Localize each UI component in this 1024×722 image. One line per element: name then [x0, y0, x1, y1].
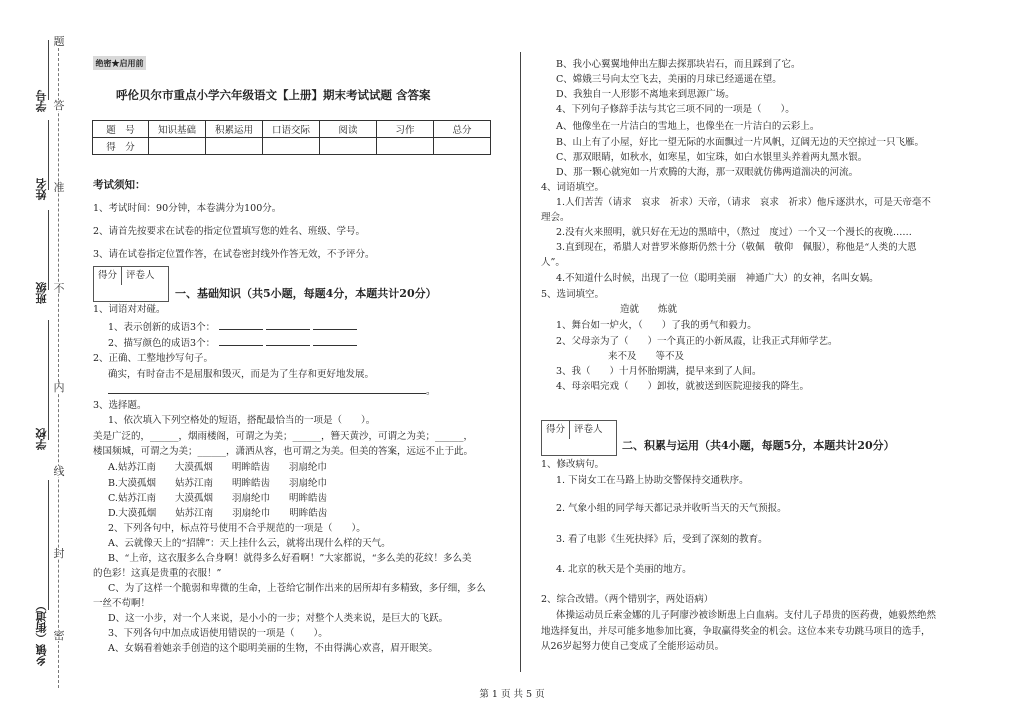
column-divider	[520, 52, 521, 672]
answer-blank[interactable]	[219, 336, 263, 346]
fill-line	[48, 210, 49, 290]
note-item: 2、请首先按要求在试卷的指定位置填写您的姓名、班级、学号。	[93, 226, 366, 237]
question-line: 3、下列各句中加点成语使用错误的一项是（ ）。	[108, 628, 328, 639]
option-line: 一丝不苟啊！	[93, 598, 151, 609]
note-item: 1、考试时间：90分钟，本卷满分为100分。	[93, 203, 282, 214]
question-line: 4、下列句子修辞手法与其它三项不同的一项是（ ）。	[556, 104, 795, 115]
scorer-box	[541, 420, 617, 456]
option-line: A.姑苏江南 大漠孤烟 明眸皓齿 羽扇纶巾	[108, 462, 327, 473]
scorer-grader-label: 评卷人	[574, 424, 603, 435]
question-line: 4、词语填空。	[541, 182, 605, 193]
question-line: 3.直到现在，希腊人对普罗米修斯仍然十分（敬佩 敬仰 佩服），称他是“人类的大恩	[556, 242, 917, 253]
question-line: 人”。	[541, 257, 565, 268]
label-student-id: 学号	[35, 90, 48, 112]
option-line: A、女娲看着她亲手创造的这个聪明美丽的生物，不由得满心欢喜，眉开眼笑。	[108, 643, 438, 654]
option-line: D、我独自一人形影不离地来到思源广场。	[556, 89, 735, 100]
scorer-box	[93, 266, 169, 302]
score-cell[interactable]	[149, 138, 206, 155]
word-choices: 来不及 等不及	[608, 351, 685, 362]
section1-heading: 一、基础知识（共5小题，每题4分，本题共计20分）	[175, 287, 437, 300]
question-line: 2、下列各句中，标点符号使用不合乎规范的一项是（ ）。	[108, 523, 366, 534]
copy-line: 。	[108, 384, 436, 398]
score-header-cell: 积累运用	[206, 121, 263, 138]
answer-blank[interactable]	[219, 320, 263, 330]
seal-char: 封	[53, 547, 65, 560]
option-line: A、他像坐在一片洁白的雪地上，也像坐在一片洁白的云彩上。	[556, 121, 820, 132]
scorer-score-label: 得分	[94, 267, 122, 285]
score-header-cell: 阅读	[320, 121, 377, 138]
passage-line: 从26岁起努力使自己变成了全能形运动员。	[541, 641, 725, 652]
question-line	[108, 336, 357, 350]
option-line: C、嫦娥三号向太空飞去，美丽的月球已经遥遥在望。	[556, 74, 782, 85]
question-line: 1、舞台如一炉火，（ ）了我的勇气和毅力。	[556, 320, 757, 331]
question-line: 2、综合改错。（两个错别字，两处语病）	[541, 594, 714, 605]
question-line: 确实，有时奋击不是屈服和毁灭，而是为了生存和更好地发展。	[108, 369, 375, 380]
score-cell[interactable]	[377, 138, 434, 155]
answer-blank[interactable]	[108, 384, 426, 394]
score-cell[interactable]	[320, 138, 377, 155]
question-line: 美是广泛的，______，烟雨楼阁，可谓之为美；______，簪天黄沙，可谓之为美；______，	[93, 431, 474, 442]
option-line: A、云就像天上的“招牌”：天上挂什么云，就将出现什么样的天气。	[108, 538, 391, 549]
score-header-cell: 知识基础	[149, 121, 206, 138]
answer-blank[interactable]	[313, 320, 357, 330]
score-header-cell: 总分	[434, 121, 491, 138]
question-line: 1.人们苦苦（请求 哀求 祈求）天帝，（请求 哀求 祈求）他斥逐洪水，可是天帝毫不	[556, 197, 931, 208]
question-line: 4、母亲唱完戏（ ）卸妆，就被送到医院迎接我的降生。	[556, 381, 810, 392]
binding-margin	[0, 0, 80, 722]
question-line: 5、选词填空。	[541, 289, 605, 300]
passage-line: 体操运动员丘索金娜的儿子阿廖沙被诊断患上白血病。支付儿子昂贵的医药费，她毅然绝然	[556, 610, 937, 621]
question-line: 1、修改病句。	[541, 459, 605, 470]
answer-blank[interactable]	[266, 336, 310, 346]
seal-char: 线	[53, 465, 65, 478]
question-text: 1、表示创新的成语3个：	[108, 322, 216, 333]
question-line: 2、正确、工整地抄写句子。	[93, 353, 214, 364]
seal-char: 内	[53, 381, 65, 394]
option-line: C、那双眼睛，如秋水，如寒星，如宝珠，如白水银里头养着两丸黑水银。	[556, 152, 868, 163]
exam-title: 呼伦贝尔市重点小学六年级语文【上册】期末考试试题 含答案	[116, 88, 431, 102]
option-line: B.大漠孤烟 姑苏江南 明眸皓齿 羽扇纶巾	[108, 478, 328, 489]
option-line: B、我小心翼翼地伸出左脚去探那块岩石，而且踩到了它。	[556, 59, 801, 70]
question-line: 3、我（ ）十月怀胎期满，提早来到了人间。	[556, 366, 762, 377]
option-line: B、“上帝，这衣服多么合身啊！就得多么好看啊！”大家都说，“多么美的花纹！多么美	[108, 553, 472, 564]
question-line: 2. 气象小组的同学每天都记录并收听当天的天气预报。	[556, 503, 787, 514]
score-header-cell: 题 号	[93, 121, 149, 138]
question-line: 3. 看了电影《生死抉择》后，受到了深刻的教育。	[556, 534, 768, 545]
option-line: C.姑苏江南 大漠孤烟 羽扇纶巾 明眸皓齿	[108, 493, 327, 504]
word-choices: 造就 炼就	[620, 304, 678, 315]
fill-line	[48, 320, 49, 440]
scorer-score-label: 得分	[542, 421, 570, 439]
passage-line: 地选择复出，并尽可能多地参加比赛，争取赢得奖金的机会。这位本来专功跳马项目的选手，	[541, 626, 931, 637]
option-line: C、为了这样一个脆弱和卑微的生命，上苍给它制作出来的居所却有多精致，多仔细，多么	[108, 583, 486, 594]
question-line: 4. 北京的秋天是个美丽的地方。	[556, 564, 692, 575]
question-line	[108, 320, 357, 334]
label-township: 乡镇（街道）	[35, 600, 48, 666]
option-line: D.大漠孤烟 姑苏江南 羽扇纶巾 明眸皓齿	[108, 508, 328, 519]
seal-line	[58, 38, 59, 688]
notes-heading: 考试须知：	[93, 179, 146, 191]
option-line: D、这一小步，对一个人来说，是小小的一步；对整个人类来说，是巨大的飞跃。	[108, 613, 449, 624]
seal-char: 题	[53, 35, 65, 48]
question-line: 楼国频城，可谓之为美；______，潇洒从容，也可谓之为美。但美的答案，远远不止于此。	[93, 446, 474, 457]
score-table	[92, 120, 491, 155]
score-header-cell: 习作	[377, 121, 434, 138]
question-line: 1、依次填入下列空格处的短语，搭配最恰当的一项是（ ）。	[108, 415, 376, 426]
score-header-cell: 口语交际	[263, 121, 320, 138]
question-line: 3、选择题。	[93, 400, 147, 411]
fill-line	[48, 40, 49, 100]
label-class: 班级	[35, 282, 48, 304]
seal-char: 密	[53, 629, 65, 642]
fill-line	[48, 120, 49, 190]
label-school: 学校	[35, 428, 48, 450]
option-line: B、山上有了小屋，好比一望无际的水面飘过一片风帆，辽阔无边的天空掠过一只飞雁。	[556, 137, 924, 148]
confidential-badge: 绝密★启用前	[93, 56, 146, 70]
question-line: 1. 下岗女工在马路上协助交警保持交通秩序。	[556, 475, 749, 486]
scorer-grader-label: 评卷人	[126, 270, 155, 281]
score-cell[interactable]	[434, 138, 491, 155]
label-name: 姓名	[35, 178, 48, 200]
question-line: 2、父母亲为了（ ）一个真正的小新凤霞，让我正式拜师学艺。	[556, 336, 838, 347]
score-cell[interactable]	[206, 138, 263, 155]
fill-line	[48, 480, 49, 610]
seal-char: 不	[53, 282, 65, 295]
question-line: 1、词语对对碰。	[93, 304, 166, 315]
score-cell[interactable]	[263, 138, 320, 155]
question-line: 2.没有火来照明，就只好在无边的黑暗中，（熬过 度过）一个又一个漫长的夜晚……	[556, 227, 912, 238]
answer-blank[interactable]	[266, 320, 310, 330]
option-line: 的色彩！这真是贵重的衣服！”	[93, 568, 222, 579]
note-item: 3、请在试卷指定位置作答，在试卷密封线外作答无效，不予评分。	[93, 249, 375, 260]
question-line: 理会。	[541, 212, 570, 223]
seal-char: 答	[53, 99, 65, 112]
question-text: 2、描写颜色的成语3个：	[108, 338, 216, 349]
seal-char: 准	[53, 181, 65, 194]
question-line: 4.不知道什么时候，出现了一位（聪明美丽 神通广大）的女神，名叫女娲。	[556, 273, 879, 284]
score-row-label: 得 分	[93, 138, 149, 155]
section2-heading: 二、积累与运用（共4小题，每题5分，本题共计20分）	[622, 439, 895, 452]
answer-blank[interactable]	[313, 336, 357, 346]
page-footer: 第 1 页 共 5 页	[479, 689, 545, 700]
option-line: D、那一颗心就宛如一片欢腾的大海，那一双眼就仿佛两道湍决的河流。	[556, 167, 859, 178]
